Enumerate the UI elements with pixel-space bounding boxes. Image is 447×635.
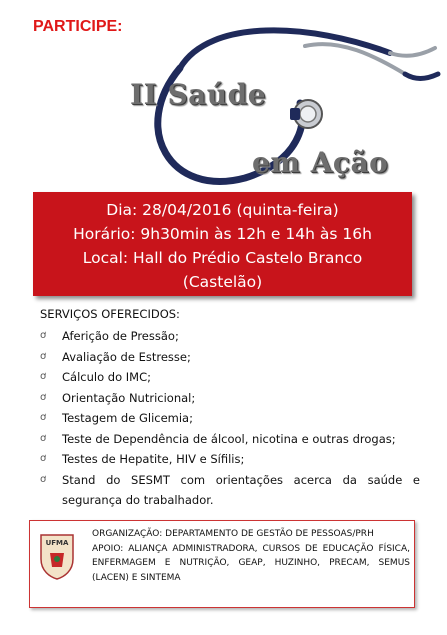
organization-label: ORGANIZAÇÃO: bbox=[92, 529, 163, 539]
organization-text bbox=[92, 527, 410, 585]
list-item: ơ Aferição de Pressão; bbox=[40, 326, 420, 347]
svg-text:UFMA: UFMA bbox=[45, 539, 69, 547]
event-title-line1: II Saúde bbox=[130, 78, 267, 111]
organization-box bbox=[29, 520, 415, 608]
bullet-icon: ơ bbox=[40, 432, 47, 444]
organization-value: DEPARTAMENTO DE GESTÃO DE PESSOAS/PRH bbox=[165, 529, 374, 539]
services-list bbox=[40, 326, 420, 511]
list-item: ơ Avaliação de Estresse; bbox=[40, 347, 420, 368]
event-location-detail: (Castelão) bbox=[182, 273, 263, 291]
list-item: ơ Testagem de Glicemia; bbox=[40, 408, 420, 429]
event-date: Dia: 28/04/2016 (quinta-feira) bbox=[106, 201, 339, 219]
list-item: ơ Orientação Nutricional; bbox=[40, 388, 420, 409]
bullet-icon: ơ bbox=[40, 371, 47, 382]
list-item: ơ Stand do SESMT com orientações acerca da saúde e segurança do trabalhador. bbox=[40, 470, 420, 511]
bullet-icon: ơ bbox=[40, 412, 47, 423]
bullet-icon: ơ bbox=[40, 350, 47, 362]
event-title-line2: em Ação bbox=[252, 146, 389, 179]
bullet-icon: ơ bbox=[40, 330, 47, 341]
participe-heading: PARTICIPE: bbox=[33, 18, 123, 35]
list-item: ơ Cálculo do IMC; bbox=[40, 367, 420, 388]
event-time: Horário: 9h30min às 12h e 14h às 16h bbox=[73, 225, 372, 243]
bullet-icon: ơ bbox=[40, 391, 47, 403]
list-item: ơ Teste de Dependência de álcool, nicotina e outras drogas; bbox=[40, 429, 420, 450]
event-info-banner bbox=[33, 192, 412, 296]
bullet-icon: ơ bbox=[40, 473, 47, 485]
support-label: APOIO: bbox=[92, 543, 124, 554]
list-item: ơ Testes de Hepatite, HIV e Sífilis; bbox=[40, 449, 420, 470]
support-value: ALIANÇA ADMINISTRADORA, CURSOS DE EDUCAÇÃO FÍSICA, ENFERMAGEM E NUTRIÇÃO, GEAP, HUZINHO, PRECAM, SEMUS (LACEN) E SINTEMA bbox=[92, 543, 410, 583]
services-heading: SERVIÇOS OFERECIDOS: bbox=[40, 307, 180, 321]
bullet-icon: ơ bbox=[40, 453, 47, 464]
ufma-logo bbox=[38, 531, 76, 581]
event-location: Local: Hall do Prédio Castelo Branco bbox=[82, 249, 363, 267]
